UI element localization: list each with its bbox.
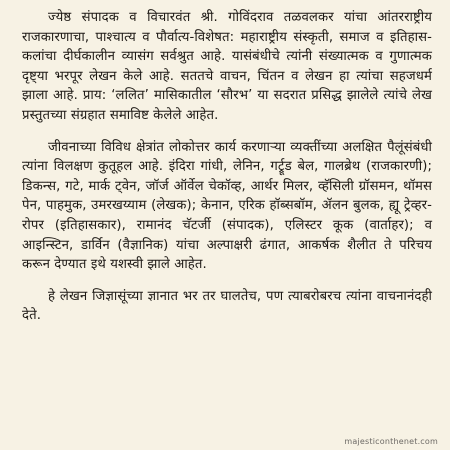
watermark: majesticonthenet.com <box>344 437 438 446</box>
blurb-paragraph-2: जीवनाच्या विविध क्षेत्रांत लोकोत्तर कार्य करणाऱ्या व्यक्तींच्या अलक्षित पैलूंसंबंधी त्यांना विलक्षण कुतूहल आहे. इंदिरा गांधी, लेनिन, गर्ट्रूड बेल, गालब्रेथ (राजकारणी); डिकन्स, गटे, मार्क ट्वेन, जॉर्ज ऑर्वेल चेकॉव्ह, आर्थर मिलर, व्हॅसिली ग्रॉसमन, थॉमस पेन, पाहमुक, उमरखय्याम (लेखक); केनान, एरिक हॉब्सबॉम, ॲलन बुलक, ह्यू ट्रेव्हर-रोपर (इतिहासकार), रामानंद चॅटर्जी (संपादक), एलिस्टर कूक (वार्ताहर); व आइन्स्टिन, डार्विन (वैज्ञानिक) यांचा अल्पाक्षरी ढंगात, आकर्षक शैलीत ते परिचय करून देण्यात इथे यशस्वी झाले आहेत. <box>22 139 432 273</box>
blurb-paragraph-1: ज्येष्ठ संपादक व विचारवंत श्री. गोविंदराव तळवलकर यांचा आंतरराष्ट्रीय राजकारणाचा, पाश्चात्य व पौर्वात्य-विशेषत: महाराष्ट्रीय संस्कृती, समाज व इतिहास-कलांचा दीर्घकालीन व्यासंग सर्वश्रुत आहे. यासंबंधीचे त्यांनी संख्यात्मक व गुणात्मक दृष्ट्या भरपूर लेखन केले आहे. सततचे वाचन, चिंतन व लेखन हा त्यांचा सहजधर्म झाला आहे. प्राय: ‘ललित’ मासिकातील ‘सौरभ’ या सदरात प्रसिद्ध झालेले त्यांचे लेख प्रस्तुतच्या संग्रहात समाविष्ट केलेले आहेत. <box>22 10 432 123</box>
blurb-text <box>22 8 432 326</box>
blurb-paragraph-3: हे लेखन जिज्ञासूंच्या ज्ञानात भर तर घालतेच, पण त्याबरोबरच त्यांना वाचनानंदही देते. <box>22 288 432 324</box>
